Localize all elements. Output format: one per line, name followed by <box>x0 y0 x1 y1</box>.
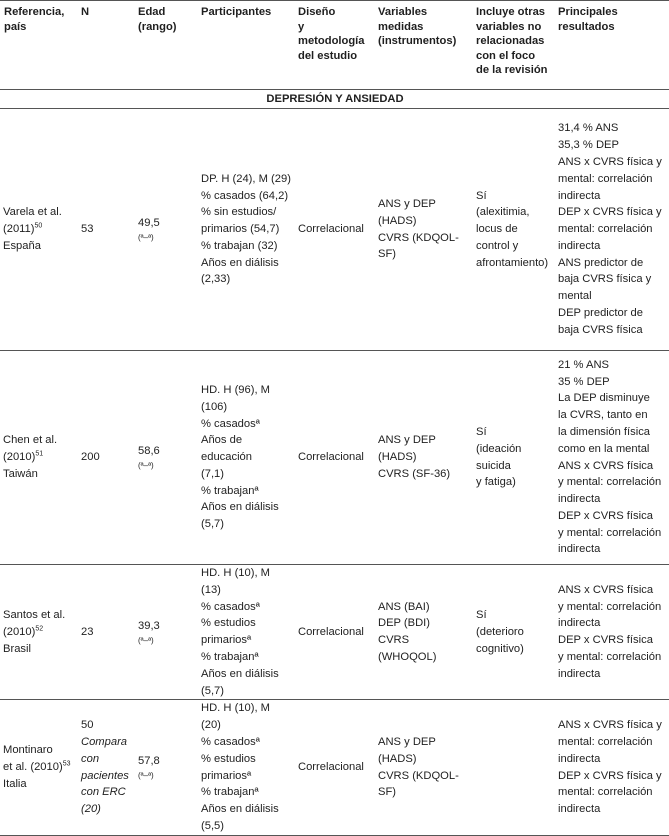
resultados-line: DEP x CVRS física <box>558 509 653 522</box>
edad-value: 39,3 <box>138 619 160 632</box>
referencia-line: Montinaro <box>3 744 53 757</box>
participantes-line: DP. H (24), M (29) <box>201 172 291 185</box>
resultados-line: DEP x CVRS física y <box>558 206 662 219</box>
header-line: variables no <box>476 20 542 33</box>
otras-line: (alexitimia, <box>476 206 530 219</box>
variables-line: CVRS (KDQOL-SF) <box>378 231 459 261</box>
participantes-line: (2,33) <box>201 273 231 286</box>
resultados-line: indirecta <box>558 752 601 765</box>
edad-rango: (ª–ª) <box>138 460 154 470</box>
resultados-line: y mental: correlación <box>558 526 662 539</box>
cell-resultados <box>554 109 669 351</box>
cell-referencia <box>0 700 77 835</box>
participantes-line: Años en diálisis <box>201 501 279 514</box>
participantes-line: (7,1) <box>201 467 225 480</box>
resultados-line: 21 % ANS <box>558 358 609 371</box>
resultados-line: ANS x CVRS física <box>558 459 654 472</box>
referencia-line: $(2010)^{51}$ <box>3 450 44 464</box>
resultados-line: como en la mental <box>558 442 650 455</box>
cell-variables <box>374 109 472 351</box>
header-line: con el foco <box>476 49 536 62</box>
participantes-line: primarios (54,7) <box>201 223 280 236</box>
participantes-line: HD. H (96), M <box>201 383 270 396</box>
otras-line: Sí <box>476 425 487 438</box>
otras-line: locus de <box>476 223 518 236</box>
header-line: Diseño <box>298 6 336 18</box>
cell-variables <box>374 351 472 565</box>
participantes-line: % trabajanª <box>201 786 259 799</box>
n-value: 53 <box>81 223 94 236</box>
resultados-line: mental: correlación <box>558 735 653 748</box>
resultados-line: indirecta <box>558 493 601 506</box>
cell-participantes <box>197 351 294 565</box>
cell-variables <box>374 700 472 835</box>
cell-referencia <box>0 351 77 565</box>
participantes-line: primariosª <box>201 769 252 782</box>
n-comparison: Compara <box>81 735 128 748</box>
header-edad <box>134 1 197 90</box>
referencia-line: Santos et al. <box>3 608 66 621</box>
otras-line: cognitivo) <box>476 642 524 655</box>
resultados-line: y mental: correlación <box>558 600 662 613</box>
cell-participantes <box>197 565 294 700</box>
header-line: del estudio <box>298 49 358 62</box>
cell-otras <box>472 565 554 700</box>
header-line: medidas <box>378 20 424 33</box>
variables-line: CVRS (KDQOL-SF) <box>378 769 459 799</box>
edad-value: 58,6 <box>138 445 160 458</box>
edad-value: 49,5 <box>138 217 160 230</box>
n-comparison: con <box>81 752 100 765</box>
participantes-line: (5,5) <box>201 819 225 832</box>
edad-rango: (ª–ª) <box>138 770 154 780</box>
resultados-line: La DEP disminuye <box>558 392 650 405</box>
otras-line: Sí <box>476 608 487 621</box>
n-comparison: pacientes <box>81 769 129 782</box>
resultados-line: indirecta <box>558 803 601 816</box>
otras-line: (deterioro <box>476 625 524 638</box>
referencia-line: Brasil <box>3 642 31 655</box>
header-line: y <box>298 20 305 33</box>
cell-edad <box>134 109 197 351</box>
header-line: Edad <box>138 6 166 18</box>
participantes-line: Años en diálisis <box>201 803 279 816</box>
resultados-line: DEP x CVRS física y <box>558 769 662 782</box>
resultados-line: la CVRS, tanto en <box>558 409 648 422</box>
table-row <box>0 565 669 700</box>
edad-rango: (ª–ª) <box>138 635 154 645</box>
header-resultados <box>554 1 669 90</box>
resultados-line: la dimensión física <box>558 425 651 438</box>
resultados-line: ANS x CVRS física y <box>558 155 662 168</box>
cell-resultados <box>554 351 669 565</box>
participantes-line: % sin estudios/ <box>201 206 277 219</box>
otras-line: afrontamiento) <box>476 256 549 269</box>
header-row <box>0 1 669 90</box>
section-row <box>0 90 669 109</box>
participantes-line: % trabajan (32) <box>201 239 278 252</box>
referencia-line: Varela et al. <box>3 206 62 219</box>
table-row <box>0 109 669 351</box>
otras-line: (ideación <box>476 442 522 455</box>
variables-line: CVRS (WHOQOL) <box>378 634 437 663</box>
header-line: Participantes <box>201 6 272 18</box>
resultados-line: ANS x CVRS física y <box>558 719 662 732</box>
participantes-line: HD. H (10), M (20) <box>201 702 270 732</box>
variables-line: DEP (BDI) <box>378 617 431 630</box>
header-line: Incluye otras <box>476 6 546 18</box>
participantes-line: (5,7) <box>201 518 225 531</box>
header-line: Referencia, <box>4 6 65 18</box>
header-line: país <box>4 20 27 33</box>
referencia-line: et al. $(2010)^{53}$ <box>3 760 71 774</box>
resultados-line: mental: correlación <box>558 223 653 236</box>
resultados-line: 31,4 % ANS <box>558 122 619 135</box>
participantes-line: primariosª <box>201 634 252 647</box>
header-diseno <box>294 1 374 90</box>
cell-edad <box>134 700 197 835</box>
otras-line: y fatiga) <box>476 476 516 489</box>
cell-resultados <box>554 700 669 835</box>
resultados-line: baja CVRS física y <box>558 273 652 286</box>
variables-line: ANS y DEP (HADS) <box>378 197 436 227</box>
header-line: resultados <box>558 20 615 33</box>
participantes-line: (106) <box>201 400 228 413</box>
resultados-line: 35 % DEP <box>558 375 610 388</box>
resultados-line: ANS predictor de <box>558 256 644 269</box>
resultados-line: indirecta <box>558 543 601 556</box>
cell-n <box>77 351 134 565</box>
reference-number: 51 <box>35 450 44 458</box>
referencia-line: $(2010)^{52}$ <box>3 625 44 638</box>
header-line: de la revisión <box>476 64 548 76</box>
variables-line: ANS y DEP (HADS) <box>378 434 436 464</box>
header-otras <box>472 1 554 90</box>
resultados-line: indirecta <box>558 239 601 252</box>
header-line: Variables <box>378 6 428 18</box>
participantes-line: % casadosª <box>201 417 260 430</box>
referencia-line: Italia <box>3 777 27 790</box>
participantes-line: Años en diálisis <box>201 667 279 680</box>
cell-referencia <box>0 109 77 351</box>
resultados-line: mental <box>558 290 592 303</box>
otras-line: control y <box>476 239 519 252</box>
cell-otras <box>472 109 554 351</box>
participantes-line: (5,7) <box>201 684 225 697</box>
cell-n <box>77 700 134 835</box>
resultados-line: y mental: correlación <box>558 476 662 489</box>
cell-diseno: Correlacional <box>294 565 374 700</box>
participantes-line: % casadosª <box>201 600 260 613</box>
n-value: 23 <box>81 625 94 638</box>
participantes-line: HD. H (10), M (13) <box>201 567 270 596</box>
participantes-line: % casadosª <box>201 735 260 748</box>
participantes-line: % estudios <box>201 617 256 630</box>
header-variables <box>374 1 472 90</box>
cell-n <box>77 565 134 700</box>
resultados-line: DEP predictor de <box>558 307 643 320</box>
resultados-line: baja CVRS física <box>558 323 643 336</box>
cell-variables <box>374 565 472 700</box>
n-comparison: (20) <box>81 803 101 816</box>
cell-n <box>77 109 134 351</box>
reference-number: 50 <box>34 222 43 230</box>
reference-number: 52 <box>35 625 44 633</box>
header-n <box>77 1 134 90</box>
variables-line: ANS y DEP (HADS) <box>378 735 436 765</box>
cell-referencia <box>0 565 77 700</box>
section-title: DEPRESIÓN Y ANSIEDAD <box>0 90 669 109</box>
otras-line: Sí <box>476 189 487 202</box>
resultados-line: y mental: correlación <box>558 650 662 663</box>
resultados-line: ANS x CVRS física <box>558 583 654 596</box>
referencia-line: Taiwán <box>3 467 38 480</box>
header-line: N <box>81 6 90 18</box>
participantes-line: % trabajanª <box>201 484 259 497</box>
referencia-line: Chen et al. <box>3 434 58 447</box>
otras-line: suicida <box>476 459 511 472</box>
table-row <box>0 700 669 835</box>
cell-participantes <box>197 109 294 351</box>
cell-edad <box>134 565 197 700</box>
participantes-line: % estudios <box>201 752 256 765</box>
cell-otras <box>472 700 554 835</box>
header-line: relacionadas <box>476 35 545 47</box>
header-line: (instrumentos) <box>378 35 457 47</box>
header-ref <box>0 1 77 90</box>
participantes-line: Años de educación <box>201 434 253 464</box>
header-line: (rango) <box>138 20 177 33</box>
edad-value: 57,8 <box>138 755 160 768</box>
referencia-line: España <box>3 239 41 252</box>
participantes-line: % trabajanª <box>201 650 259 663</box>
resultados-line: mental: correlación <box>558 786 653 799</box>
n-value: 200 <box>81 451 100 464</box>
cell-otras <box>472 351 554 565</box>
n-value: 50 <box>81 719 94 732</box>
n-comparison: con ERC <box>81 786 126 799</box>
cell-diseno: Correlacional <box>294 351 374 565</box>
variables-line: CVRS (SF-36) <box>378 467 451 480</box>
resultados-line: indirecta <box>558 189 601 202</box>
cell-resultados <box>554 565 669 700</box>
participantes-line: % casados (64,2) <box>201 189 289 202</box>
cell-participantes <box>197 700 294 835</box>
resultados-line: 35,3 % DEP <box>558 139 619 152</box>
header-participantes <box>197 1 294 90</box>
header-line: Principales <box>558 6 618 18</box>
reference-number: 53 <box>62 760 71 768</box>
variables-line: ANS (BAI) <box>378 600 430 613</box>
edad-rango: (ª–ª) <box>138 232 154 242</box>
table-row <box>0 351 669 565</box>
cell-diseno: Correlacional <box>294 700 374 835</box>
referencia-line: $(2011)^{50}$ <box>3 222 43 236</box>
resultados-line: DEP x CVRS física <box>558 634 653 647</box>
resultados-line: indirecta <box>558 617 601 630</box>
cell-diseno: Correlacional <box>294 109 374 351</box>
participantes-line: Años en diálisis <box>201 256 279 269</box>
cell-edad <box>134 351 197 565</box>
resultados-line: mental: correlación <box>558 172 653 185</box>
resultados-line: indirecta <box>558 667 601 680</box>
header-line: metodología <box>298 35 365 47</box>
